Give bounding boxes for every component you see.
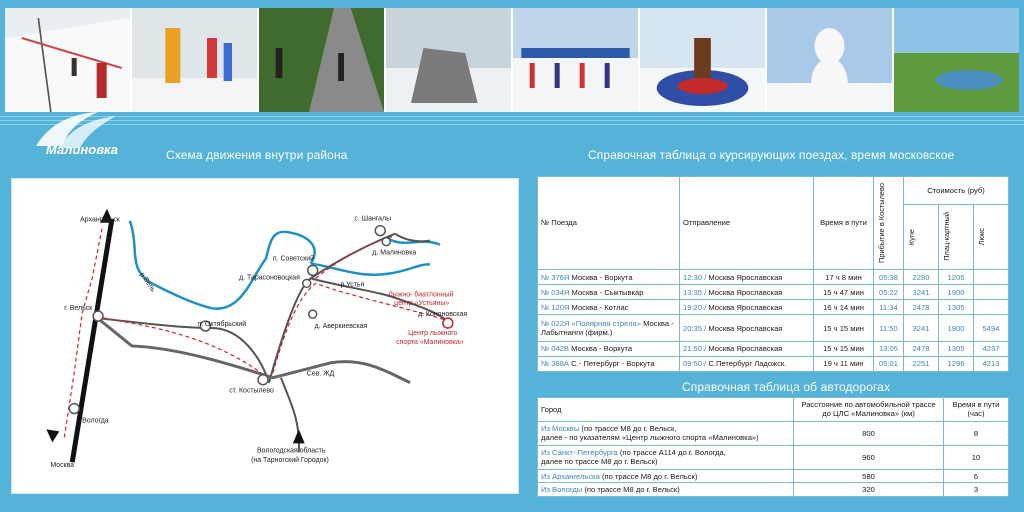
- photo-strip: [5, 8, 1019, 112]
- road-from-link[interactable]: Из Москвы: [541, 424, 580, 434]
- train-route: Москва - Котлас: [571, 302, 629, 312]
- label-vel: р.Вель: [138, 271, 157, 294]
- travel-time: 15 ч 15 мин: [814, 315, 874, 341]
- departure-time: 13:35 /: [683, 287, 707, 297]
- label-ustyany-center-name: центр «Устьяны»: [394, 300, 450, 308]
- train-cell: [680, 356, 814, 371]
- price-platz: 1900: [939, 285, 974, 300]
- road-row: [538, 469, 1009, 483]
- label-oktyabrsky: п. Октябрьский: [197, 321, 247, 329]
- trains-heading: Справочная таблица о курсирующих поездах, время московское: [588, 148, 955, 162]
- arrival-time: 11:34: [874, 300, 904, 315]
- photo-biathlon-start: [513, 8, 638, 112]
- label-moskva: Москва: [50, 462, 75, 470]
- road-from-link[interactable]: Из Вологды: [541, 485, 583, 495]
- label-velsk: г. Вельск: [64, 305, 93, 313]
- train-row: [538, 300, 1009, 315]
- price-lux: [974, 300, 1009, 315]
- arrival-time: 05:22: [874, 285, 904, 300]
- photo-ski-racers: [132, 8, 257, 112]
- road-desc: (по трассе М8 до г. Вельск): [601, 471, 698, 481]
- travel-time: 15 ч 15 мин: [814, 341, 874, 356]
- departure-time: 09:50 /: [683, 359, 707, 369]
- travel-time: 16 ч 14 мин: [814, 300, 874, 315]
- road-desc: (по трассе М8 до г. Вельск,: [581, 424, 677, 434]
- price-lux: [974, 269, 1009, 284]
- road-row: [538, 483, 1009, 497]
- train-number[interactable]: № 022Я «Полярная стрела»: [541, 319, 642, 328]
- train-cell: [680, 341, 814, 356]
- road-hours: 3: [944, 483, 1009, 497]
- header-travel-time: Время в пути: [814, 177, 874, 270]
- train-cell: [538, 341, 680, 356]
- road-from-link[interactable]: Из Архангельска: [541, 471, 600, 481]
- route-map: [11, 178, 519, 494]
- train-cell: [538, 315, 680, 341]
- train-number[interactable]: № 042В: [541, 344, 569, 354]
- train-cell: [680, 285, 814, 300]
- photo-snow-bear-statue: [767, 8, 892, 112]
- road-desc-2: далее - по указателям «Центр лыжного спорта «Малиновка»): [541, 433, 759, 443]
- train-route: Москва - Воркута: [571, 344, 633, 354]
- arrival-time: 05:01: [874, 356, 904, 371]
- map-heading: Схема движения внутри района: [166, 148, 348, 162]
- road-city-cell: [538, 469, 794, 483]
- road-desc-2: далее по трассе М8 до г. Вельск): [541, 457, 658, 467]
- header-lux: Люкс: [974, 204, 1009, 269]
- arrival-time: 11:50: [874, 315, 904, 341]
- label-vologda: Вологда: [82, 417, 109, 425]
- road-desc: (по трассе М8 до г. Вельск): [584, 485, 680, 495]
- header-platz: Плац-картный: [939, 204, 974, 269]
- arrow-oblast-icon: [293, 429, 305, 443]
- label-averkievskaya: д. Аверкиевская: [314, 323, 368, 331]
- road-hours: 10: [944, 445, 1009, 469]
- label-malinovka-center-name: спорта «Малиновка»: [396, 338, 464, 346]
- train-row: [538, 269, 1009, 284]
- river-vel: [130, 221, 315, 309]
- price-coupe: 2280: [904, 269, 939, 284]
- roads-heading: Справочная таблица об автодорогах: [682, 380, 891, 394]
- price-coupe: 3241: [904, 315, 939, 341]
- header-departure: Отправление: [680, 177, 814, 270]
- label-vologda-oblast: Вологодская область: [257, 447, 326, 455]
- divider: [0, 120, 1024, 121]
- train-row: [538, 285, 1009, 300]
- price-lux: 5494: [974, 315, 1009, 341]
- train-number[interactable]: № 034Я: [541, 287, 570, 297]
- label-vologda-oblast-note: (на Тарногский Городок): [251, 457, 329, 465]
- label-kostylevo: ст. Костылево: [229, 387, 274, 395]
- price-coupe: 3241: [904, 285, 939, 300]
- train-cell: [538, 300, 680, 315]
- label-shangaly: с. Шангалы: [354, 215, 392, 223]
- price-coupe: 2478: [904, 300, 939, 315]
- road-row: [538, 421, 1009, 445]
- label-malinovka: д. Малиновка: [372, 249, 417, 257]
- divider: [0, 124, 1024, 125]
- train-number[interactable]: № 120Я: [541, 302, 570, 312]
- header-train-no: № Поезда: [538, 177, 680, 270]
- departure-time: 12:30 /: [683, 272, 707, 282]
- photo-snow-tubing: [640, 8, 765, 112]
- departure-station: С.Петербург Ладожск.: [708, 359, 787, 369]
- label-kononovskaya: д. Кононовская: [418, 311, 468, 319]
- label-rail: Сев. ЖД: [306, 370, 335, 378]
- departure-time: 20:35 /: [683, 323, 707, 333]
- travel-time: 15 ч 47 мин: [814, 285, 874, 300]
- photo-lake-landscape: [894, 8, 1019, 112]
- photo-roller-skiers: [259, 8, 384, 112]
- price-platz: 1296: [939, 356, 974, 371]
- departure-station: Москва Ярославская: [708, 272, 783, 282]
- road-distance: 800: [794, 421, 944, 445]
- road-distance: 960: [794, 445, 944, 469]
- departure-station: Москва Ярославская: [708, 302, 783, 312]
- price-platz: 1305: [939, 300, 974, 315]
- price-lux: [974, 285, 1009, 300]
- train-route: Москва - Лабытнанги (фирм.): [541, 319, 674, 337]
- train-cell: [538, 285, 680, 300]
- photo-memorial-stone: [386, 8, 511, 112]
- label-ustya: р.Устья: [340, 281, 365, 289]
- train-number[interactable]: № 376Я: [541, 272, 570, 282]
- header-distance: Расстояние по автомобильной трассе до ЦЛС «Малиновка» (км): [794, 398, 944, 422]
- departure-station: Москва Ярославская: [708, 287, 783, 297]
- arrival-time: 13:05: [874, 341, 904, 356]
- road-city-cell: [538, 483, 794, 497]
- price-platz: 1900: [939, 315, 974, 341]
- price-coupe: 2251: [904, 356, 939, 371]
- price-lux: 4237: [974, 341, 1009, 356]
- svg-text:Малиновка: Малиновка: [46, 142, 119, 157]
- travel-time: 19 ч 11 мин: [814, 356, 874, 371]
- departure-time: 21:50 /: [683, 344, 707, 354]
- departure-station: Москва Ярославская: [708, 344, 783, 354]
- divider: [0, 116, 1024, 117]
- departure-station: Москва Ярославская: [708, 323, 783, 333]
- label-tarasonovolotskaya: д. Тарасоновоцкая: [239, 274, 300, 282]
- train-row: [538, 356, 1009, 371]
- header-road-time: Время в пути (час): [944, 398, 1009, 422]
- label-malinovka-center: Центр лыжного: [408, 330, 458, 338]
- arrow-south-icon: [46, 429, 59, 442]
- road-city-cell: [538, 421, 794, 445]
- road-desc: (по трассе А114 до г. Вологда,: [619, 448, 726, 458]
- header-arrival: Прибытие в Костылево: [874, 177, 904, 270]
- road-distance: 320: [794, 483, 944, 497]
- road-city-cell: [538, 445, 794, 469]
- train-number[interactable]: № 388А: [541, 359, 569, 369]
- train-route: Москва - Воркута: [571, 272, 633, 282]
- malinovka-center-marker: [443, 318, 453, 328]
- road-hours: 8: [944, 421, 1009, 445]
- photo-ski-lift-slope: [5, 8, 130, 112]
- label-sovetsky: п. Советский: [272, 255, 315, 263]
- travel-time: 17 ч 8 мин: [814, 269, 874, 284]
- label-arkhangelsk: Архангельск: [80, 216, 120, 224]
- train-cell: [538, 269, 680, 284]
- train-cell: [538, 356, 680, 371]
- trains-table: [537, 176, 1009, 372]
- train-row: [538, 341, 1009, 356]
- road-hours: 6: [944, 469, 1009, 483]
- price-platz: 1305: [939, 341, 974, 356]
- header-coupe: Купе: [904, 204, 939, 269]
- train-route: С.- Петербург - Воркута: [571, 359, 655, 369]
- price-coupe: 2478: [904, 341, 939, 356]
- malinovka-logo: [28, 106, 143, 158]
- road-from-link[interactable]: Из Санкт- Петербурга: [541, 448, 618, 458]
- departure-time: 19:20 /: [683, 302, 707, 312]
- road-distance: 580: [794, 469, 944, 483]
- arrival-time: 05:38: [874, 269, 904, 284]
- header-cost: Стоимость (руб): [904, 177, 1009, 205]
- train-cell: [680, 315, 814, 341]
- roads-table: [537, 397, 1009, 497]
- train-cell: [680, 300, 814, 315]
- train-route: Москва - Сыктывкар: [571, 287, 644, 297]
- train-cell: [680, 269, 814, 284]
- train-row: [538, 315, 1009, 341]
- label-ustyany-center: Лыжно- биатлонный: [388, 291, 454, 299]
- price-platz: 1205: [939, 269, 974, 284]
- road-row: [538, 445, 1009, 469]
- header-city: Город: [538, 398, 794, 422]
- price-lux: 4213: [974, 356, 1009, 371]
